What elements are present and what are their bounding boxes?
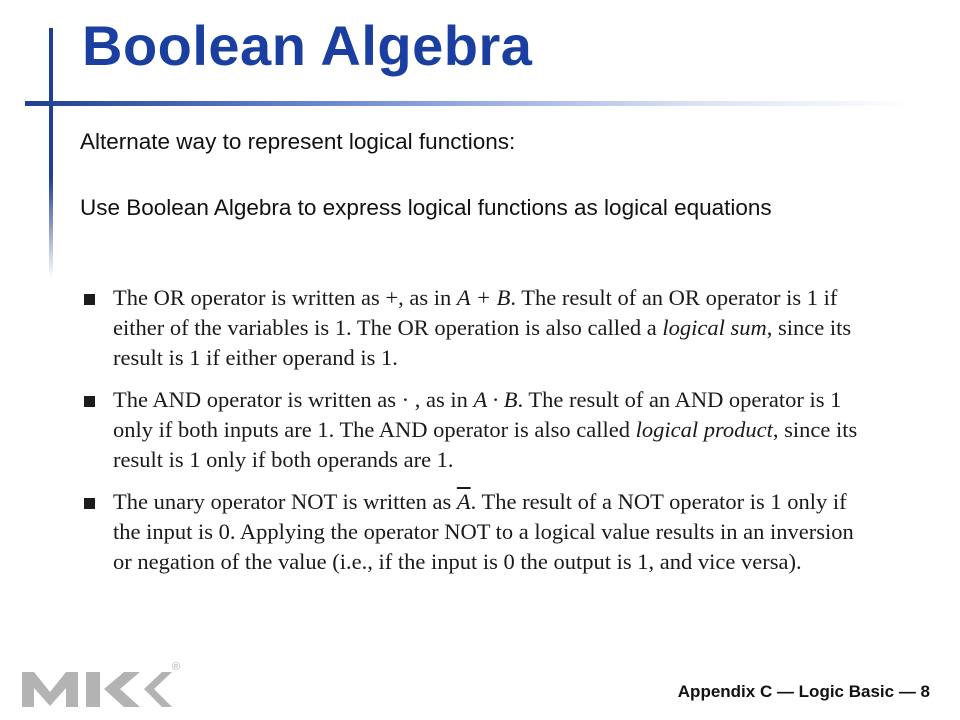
mk-publisher-logo-icon — [20, 660, 185, 710]
bullet-and-operator — [84, 385, 874, 475]
bullet-or-operator — [84, 283, 874, 373]
bullet-text: , since its result is 1 if either operand is 1. — [113, 315, 852, 370]
slide-footer: Appendix C — Logic Basic — 8 — [677, 682, 930, 701]
bullet-text: . The result of an OR operator is 1 if either of the variables is 1. The OR operation is also called a — [113, 285, 838, 340]
bullet-not-operator — [84, 487, 874, 577]
bullet-text: , since its result is 1 only if both operands are 1. — [113, 417, 858, 472]
square-bullet-icon — [84, 498, 95, 509]
square-bullet-icon — [84, 396, 95, 407]
slide-title: Boolean Algebra — [82, 14, 533, 77]
bullet-emphasis: logical product — [635, 417, 773, 442]
intro-text-1: Alternate way to represent logical functions: — [80, 129, 516, 154]
bullet-text: . The result of an AND operator is 1 only if both inputs are 1. The AND operator is also called — [113, 387, 842, 442]
horizontal-accent-bar — [25, 101, 915, 106]
bullet-text: . The result of a NOT operator is 1 only if the input is 0. Applying the operator NOT to a logical value results in an inversion or negation of the value (i.e., if the input is 0 the output is 1, and vice versa). — [113, 489, 854, 574]
bullet-text: The OR operator is written as +, as in — [113, 285, 457, 310]
registered-mark: ® — [172, 661, 181, 673]
bullet-text: The unary operator NOT is written as — [113, 489, 457, 514]
bullet-emphasis: A · B — [473, 387, 518, 412]
bullet-emphasis: A + B — [456, 285, 511, 310]
bullet-emphasis: logical sum — [662, 315, 767, 340]
intro-text-2: Use Boolean Algebra to express logical functions as logical equations — [80, 195, 772, 220]
bullet-emphasis-overline: $\overline{A}$ — [456, 489, 471, 514]
bullet-list — [84, 283, 874, 589]
square-bullet-icon — [84, 294, 95, 305]
vertical-accent-bar — [49, 28, 53, 278]
bullet-text: The AND operator is written as · , as in — [113, 387, 474, 412]
